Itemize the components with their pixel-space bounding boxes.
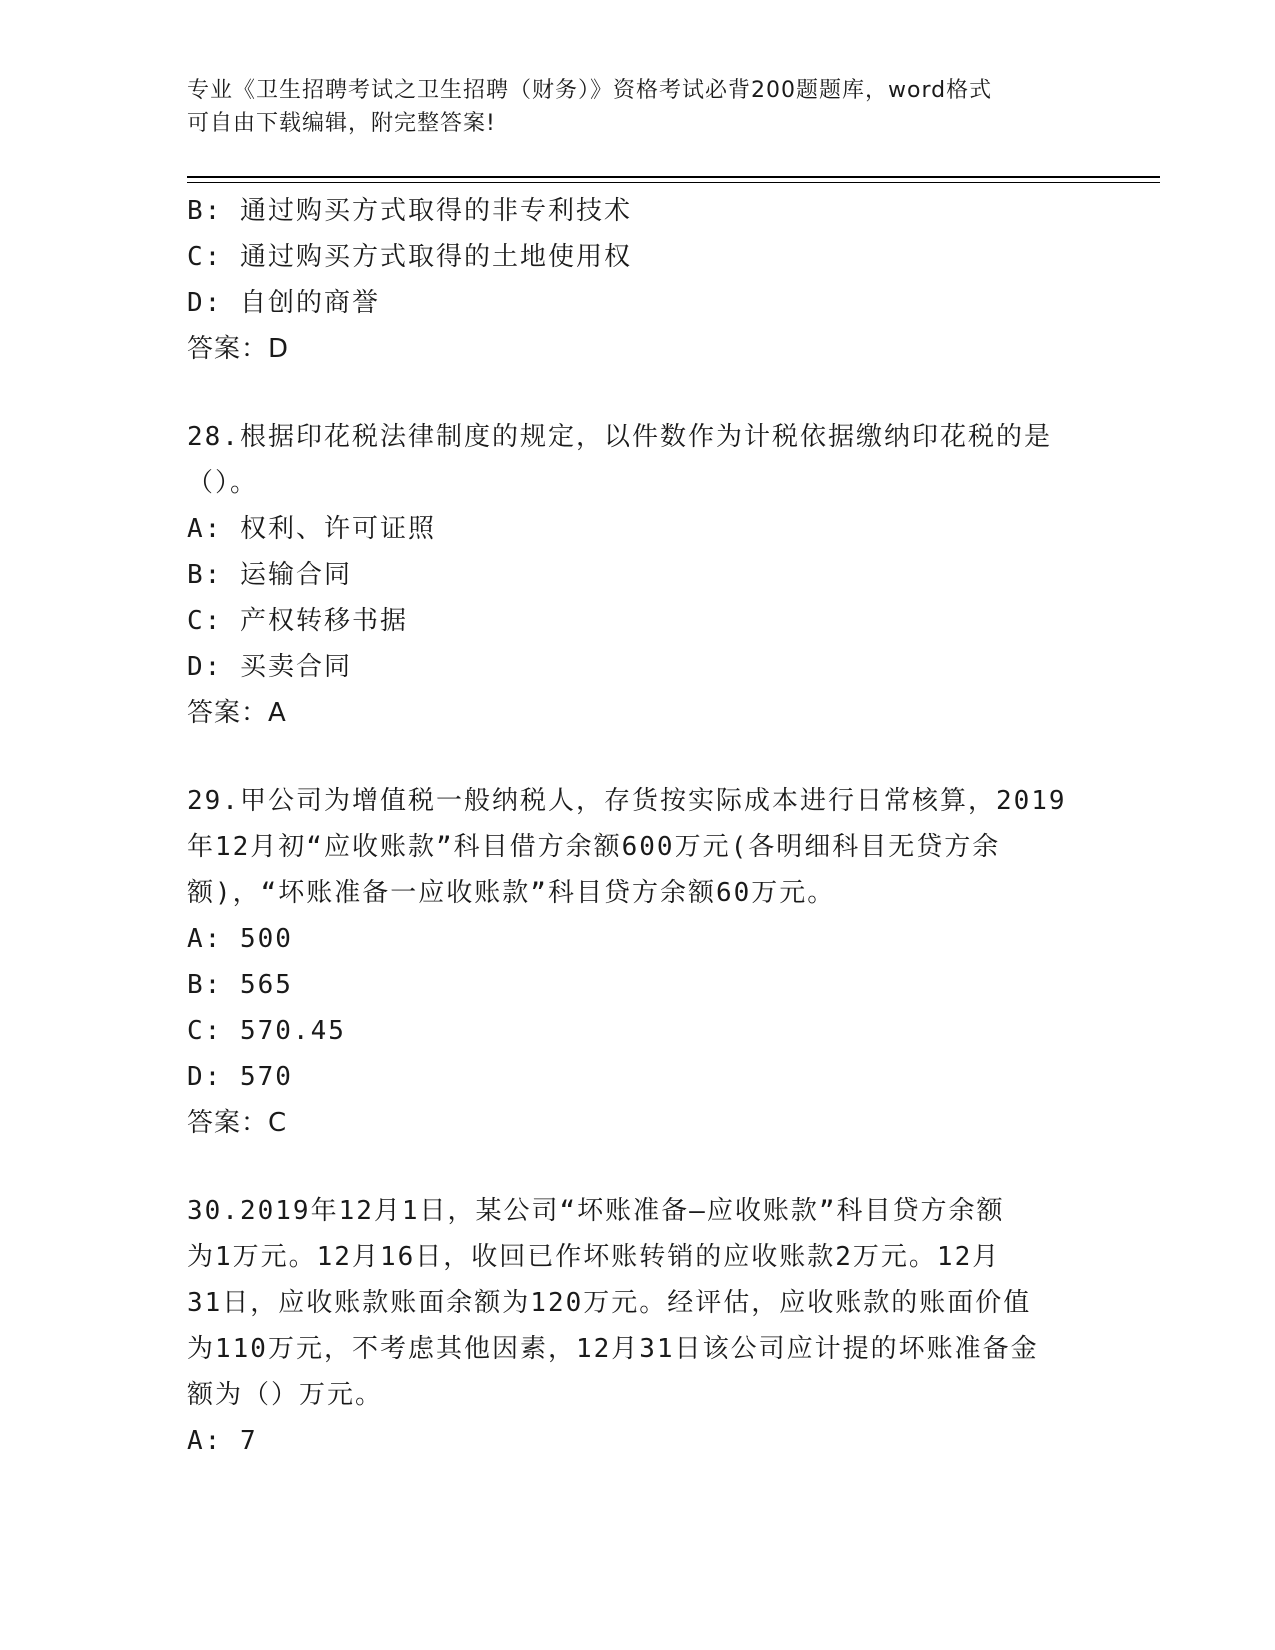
spacer	[187, 1146, 1087, 1188]
option-d: D: 自创的商誉	[187, 288, 380, 318]
question-29	[187, 778, 1087, 1146]
option-d: D: 570	[187, 1062, 293, 1092]
option-d: D: 买卖合同	[187, 652, 352, 682]
option-b: B: 565	[187, 970, 293, 1000]
option-c: C: 570.45	[187, 1016, 346, 1046]
question-stem-line: 28.根据印花税法律制度的规定，以件数作为计税依据缴纳印花税的是	[187, 422, 1052, 452]
option-b: B: 通过购买方式取得的非专利技术	[187, 196, 632, 226]
option-a: A: 500	[187, 924, 293, 954]
option-a: A: 7	[187, 1426, 258, 1456]
header-line-2: 可自由下载编辑，附完整答案!	[187, 111, 496, 136]
question-stem-line: 年12月初“应收账款”科目借方余额600万元(各明细科目无贷方余	[187, 832, 1001, 862]
header-divider-thick	[187, 176, 1160, 178]
answer: 答案：C	[187, 1108, 288, 1138]
question-stem-line: 为110万元，不考虑其他因素，12月31日该公司应计提的坏账准备金	[187, 1334, 1039, 1364]
question-stem-line: 30.2019年12月1日，某公司“坏账准备—应收账款”科目贷方余额	[187, 1196, 1005, 1226]
header-line-1: 专业《卫生招聘考试之卫生招聘（财务）》资格考试必背200题题库，word格式	[187, 78, 993, 103]
question-stem-line: 额为（）万元。	[187, 1380, 384, 1410]
header-divider-thin	[187, 182, 1160, 183]
question-stem-line: （）。	[187, 468, 259, 498]
option-a: A: 权利、许可证照	[187, 514, 436, 544]
question-stem-line: 为1万元。12月16日，收回已作坏账转销的应收账款2万元。12月	[187, 1242, 1001, 1272]
question-stem-line: 额)，“坏账准备一应收账款”科目贷方余额60万元。	[187, 878, 836, 908]
answer: 答案：A	[187, 698, 287, 728]
option-b: B: 运输合同	[187, 560, 352, 590]
question-stem-line: 29.甲公司为增值税一般纳税人，存货按实际成本进行日常核算，2019	[187, 786, 1067, 816]
question-28	[187, 414, 1087, 736]
spacer	[187, 736, 1087, 778]
document-header	[187, 74, 1087, 140]
question-stem-line: 31日，应收账款账面余额为120万元。经评估，应收账款的账面价值	[187, 1288, 1032, 1318]
spacer	[187, 372, 1087, 414]
option-c: C: 通过购买方式取得的土地使用权	[187, 242, 632, 272]
question-content	[187, 188, 1087, 1464]
answer: 答案：D	[187, 334, 290, 364]
option-c: C: 产权转移书据	[187, 606, 408, 636]
question-27	[187, 188, 1087, 372]
question-30	[187, 1188, 1087, 1464]
